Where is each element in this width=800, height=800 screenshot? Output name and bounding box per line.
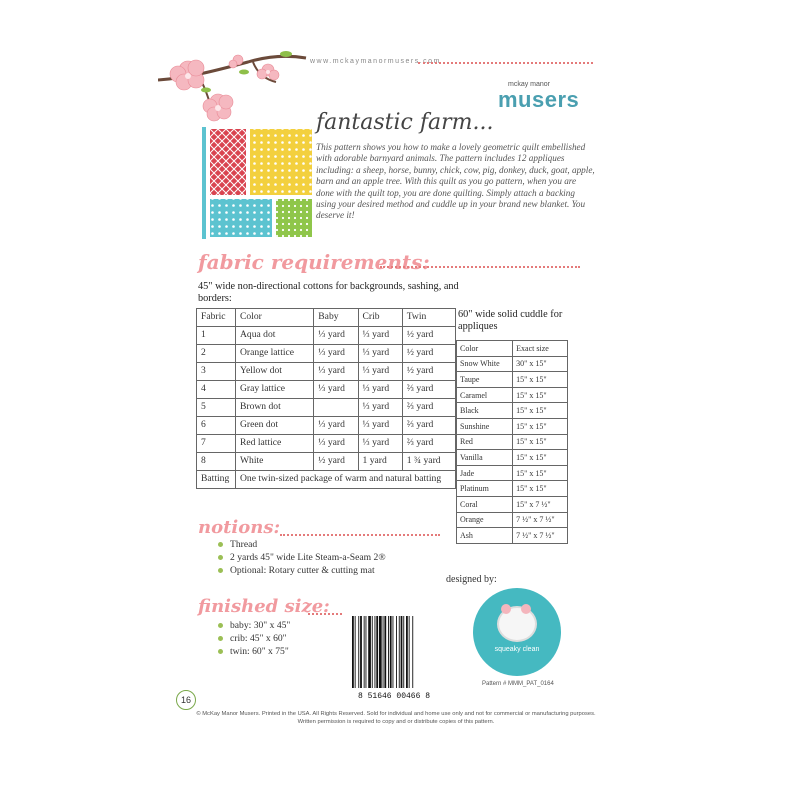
table-cell: 2 — [197, 345, 236, 363]
list-item: Optional: Rotary cutter & cutting mat — [218, 564, 386, 577]
table-cell: Green dot — [235, 417, 313, 435]
table-cell: 15" x 15" — [513, 418, 568, 434]
table-cell: ⅓ yard — [314, 327, 358, 345]
table-cell: ⅓ yard — [314, 363, 358, 381]
table-cell: 8 — [197, 453, 236, 471]
table-cell: ⅓ yard — [358, 417, 402, 435]
table-cell: ½ yard — [402, 345, 455, 363]
table-cell: 3 — [197, 363, 236, 381]
table-row — [457, 403, 568, 419]
table-row — [457, 528, 568, 544]
section-divider — [280, 534, 440, 536]
brand-tagline: mckay manor — [508, 81, 551, 88]
quilt-illustration — [202, 125, 314, 241]
table-cell: 6 — [197, 417, 236, 435]
table-cell: One twin-sized package of warm and natural batting — [235, 471, 455, 489]
barcode — [344, 612, 444, 702]
table-row — [197, 327, 456, 345]
mouse-icon — [497, 606, 537, 642]
list-item: baby: 30" x 45" — [218, 619, 290, 632]
table-row — [197, 381, 456, 399]
table-cell: 15" x 15" — [513, 481, 568, 497]
list-item: 2 yards 45" wide Lite Steam-a-Seam 2® — [218, 551, 386, 564]
table-cell: 1 ¾ yard — [402, 453, 455, 471]
pattern-number: Pattern # MMM_PAT_0164 — [482, 681, 554, 687]
table-cell: Aqua dot — [235, 327, 313, 345]
table-cell: Brown dot — [235, 399, 313, 417]
table-cell: ⅓ yard — [358, 363, 402, 381]
table-cell: ⅓ yard — [358, 381, 402, 399]
pattern-description: This pattern shows you how to make a lovely geometric quilt embellished with adorable barnyard animals. The pattern includes 12 appliques including: a sheep, horse, bunny, chick, cow, pig, donkey, duck, goat, apple, barn and an apple tree. With this quilt as you go pattern, when you are done with the quilt top, you are done quilting. Simply attach a backing using your desired method and cuddle up in your brand new blanket. You deserve it! — [316, 142, 595, 221]
table-row — [457, 481, 568, 497]
table-row — [457, 512, 568, 528]
designer-logo-text: squeaky clean — [494, 646, 540, 653]
designer-logo — [473, 588, 561, 676]
table-cell: Vanilla — [457, 450, 513, 466]
cuddle-table — [456, 340, 568, 544]
table-row — [457, 434, 568, 450]
table-cell: Jade — [457, 465, 513, 481]
table-cell: 15" x 15" — [513, 403, 568, 419]
table-cell: Batting — [197, 471, 236, 489]
table-row — [457, 387, 568, 403]
designed-by-label: designed by: — [446, 574, 497, 585]
notions-heading: notions: — [198, 517, 281, 538]
table-cell: 7 — [197, 435, 236, 453]
pattern-page — [158, 40, 596, 730]
table-cell: Red — [457, 434, 513, 450]
table-cell: Ash — [457, 528, 513, 544]
column-header: Crib — [358, 309, 402, 327]
table-cell: 15" x 15" — [513, 387, 568, 403]
table-header-row — [197, 309, 456, 327]
table-cell: 5 — [197, 399, 236, 417]
table-cell — [314, 399, 358, 417]
list-item: Thread — [218, 538, 386, 551]
table-row — [197, 435, 456, 453]
table-cell: 7 ½" x 7 ½" — [513, 528, 568, 544]
table-cell: ⅓ yard — [358, 399, 402, 417]
list-item: twin: 60" x 75" — [218, 645, 290, 658]
table-cell: Yellow dot — [235, 363, 313, 381]
table-cell: ⅔ yard — [402, 399, 455, 417]
column-header: Baby — [314, 309, 358, 327]
header-divider — [418, 62, 593, 64]
table-row-batting — [197, 471, 456, 489]
table-row — [457, 465, 568, 481]
table-cell: ½ yard — [402, 363, 455, 381]
column-header: Color — [457, 341, 513, 357]
table-row — [197, 363, 456, 381]
finished-size-heading: finished size: — [198, 596, 330, 617]
table-cell: ⅔ yard — [402, 435, 455, 453]
table-cell: 1 yard — [358, 453, 402, 471]
notions-list — [218, 538, 386, 577]
page-number: 16 — [176, 690, 196, 710]
table-cell: Black — [457, 403, 513, 419]
table-cell: ⅓ yard — [358, 327, 402, 345]
copyright-footer: © McKay Manor Musers. Printed in the USA. All Rights Reserved. Sold for individual and home use only and not for commercial or manufacturing purposes. Written permission is required to copy and or distribute copies of this pattern. — [196, 711, 596, 725]
table-cell: ⅓ yard — [358, 345, 402, 363]
table-cell: Sunshine — [457, 418, 513, 434]
list-item: crib: 45" x 60" — [218, 632, 290, 645]
column-header: Color — [235, 309, 313, 327]
table-row — [457, 496, 568, 512]
table-cell: ½ yard — [314, 453, 358, 471]
table-cell: Taupe — [457, 372, 513, 388]
column-header: Fabric — [197, 309, 236, 327]
table-cell: Orange — [457, 512, 513, 528]
table-row — [457, 418, 568, 434]
section-divider — [380, 266, 580, 268]
table-cell: 30" x 15" — [513, 356, 568, 372]
table-row — [197, 417, 456, 435]
table-cell: Red lattice — [235, 435, 313, 453]
table-cell: ⅓ yard — [314, 381, 358, 399]
table-cell: ½ yard — [402, 327, 455, 345]
table-cell: ⅓ yard — [314, 435, 358, 453]
table-cell: 4 — [197, 381, 236, 399]
table-cell: ⅔ yard — [402, 381, 455, 399]
table-cell: 15" x 15" — [513, 450, 568, 466]
cuddle-heading: 60" wide solid cuddle for appliques — [458, 309, 563, 332]
table-cell: ⅔ yard — [402, 417, 455, 435]
column-header: Exact size — [513, 341, 568, 357]
table-row — [457, 372, 568, 388]
table-cell: 15" x 15" — [513, 465, 568, 481]
table-cell: Caramel — [457, 387, 513, 403]
table-cell: ⅓ yard — [314, 417, 358, 435]
table-row — [197, 453, 456, 471]
table-cell: Gray lattice — [235, 381, 313, 399]
table-row — [197, 345, 456, 363]
finished-size-list — [218, 619, 290, 658]
website-url: www.mckaymanormusers.com — [310, 58, 441, 65]
table-row — [197, 399, 456, 417]
fabric-requirements-table — [196, 308, 456, 489]
column-header: Twin — [402, 309, 455, 327]
fabric-requirements-subtitle: 45" wide non-directional cottons for backgrounds, sashing, and borders: — [198, 281, 459, 304]
fabric-requirements-heading: fabric requirements: — [198, 250, 430, 274]
table-cell: ⅓ yard — [314, 345, 358, 363]
table-cell: 1 — [197, 327, 236, 345]
table-cell: 7 ½" x 7 ½" — [513, 512, 568, 528]
table-cell: 15" x 15" — [513, 434, 568, 450]
table-row — [457, 450, 568, 466]
table-header-row — [457, 341, 568, 357]
table-cell: 15" x 15" — [513, 372, 568, 388]
table-row — [457, 356, 568, 372]
table-cell: Coral — [457, 496, 513, 512]
pattern-title: fantastic farm... — [316, 110, 494, 135]
brand-logo: musers — [498, 87, 580, 112]
table-cell: White — [235, 453, 313, 471]
barcode-digits: 8 51646 00466 8 — [357, 692, 431, 701]
table-cell: Orange lattice — [235, 345, 313, 363]
table-cell: Platinum — [457, 481, 513, 497]
table-cell: ⅓ yard — [358, 435, 402, 453]
table-cell: 15" x 7 ½" — [513, 496, 568, 512]
table-cell: Snow White — [457, 356, 513, 372]
